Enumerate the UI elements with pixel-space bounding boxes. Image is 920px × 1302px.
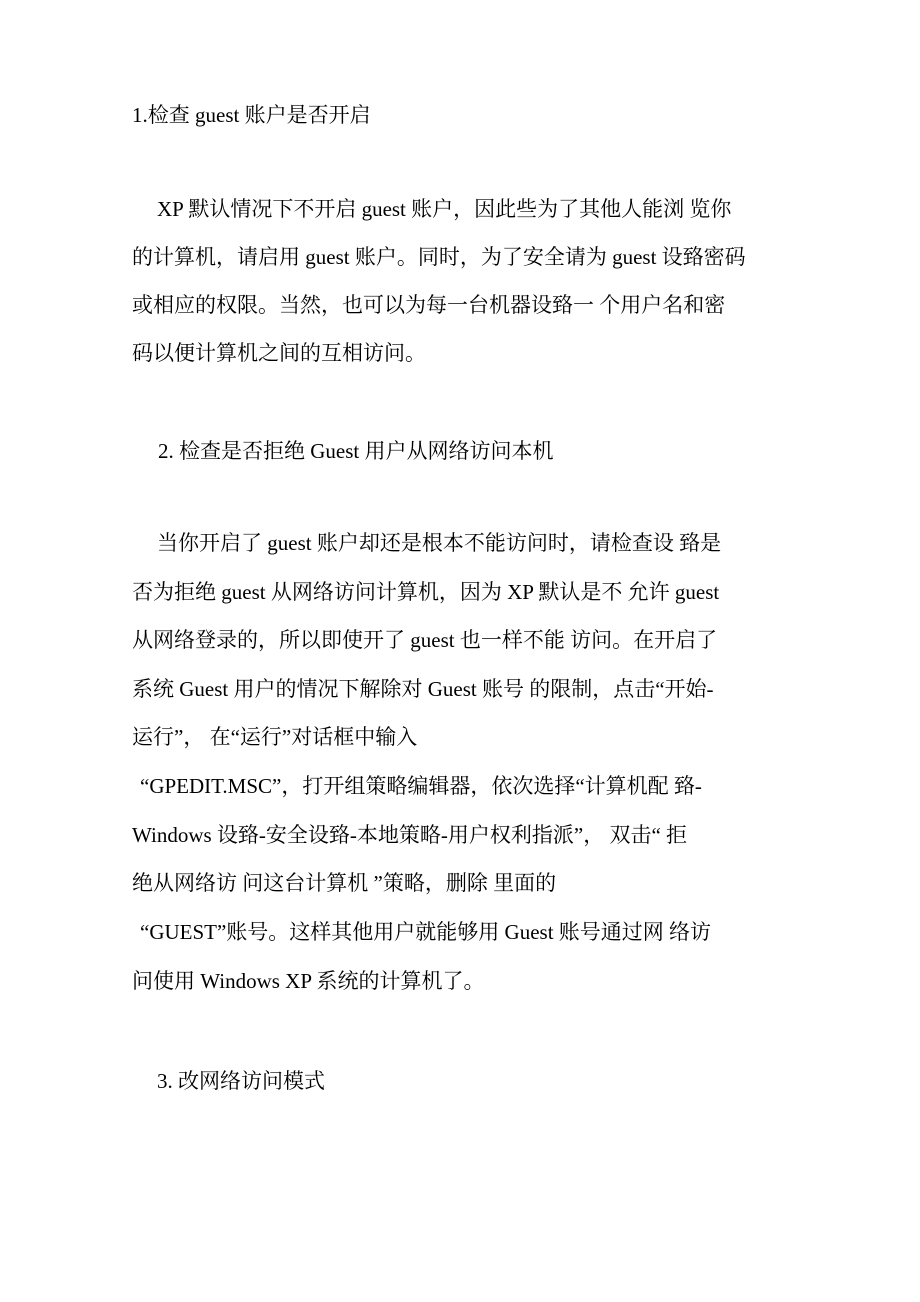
section-2-line-10: 问使用 Windows XP 系统的计算机了。 [132,969,485,993]
section-3-heading: 3. 改网络访问模式 [157,1069,325,1093]
section-2-line-8: 绝从网络访 问这台计算机 ”策略，删除 里面的 [132,871,557,895]
section-2-line-2: 否为拒绝 guest 从网络访问计算机，因为 XP 默认是不 允许 guest [132,580,720,604]
section-2-line-7: Windows 设臵-安全设臵-本地策略-用户权利指派”， 双击“ 拒 [132,823,688,847]
section-1-line-4: 码以便计算机之间的互相访问。 [132,341,426,365]
section-1-heading: 1.检查 guest 账户是否开启 [132,103,371,127]
section-1-line-1: XP 默认情况下不开启 guest 账户，因此些为了其他人能浏 览你 [157,197,732,221]
section-1-line-3: 或相应的权限。当然，也可以为每一台机器设臵一 个用户名和密 [132,293,726,317]
section-2-line-4: 系统 Guest 用户的情况下解除对 Guest 账号 的限制，点击“开始- [132,677,714,701]
section-2-line-6: “GPEDIT.MSC”，打开组策略编辑器，依次选择“计算机配 臵- [140,774,702,798]
section-2-line-9: “GUEST”账号。这样其他用户就能够用 Guest 账号通过网 络访 [140,920,712,944]
section-2-heading: 2. 检查是否拒绝 Guest 用户从网络访问本机 [158,439,554,463]
section-1-line-2: 的计算机，请启用 guest 账户。同时，为了安全请为 guest 设臵密码 [132,245,746,269]
section-2-line-5: 运行”， 在“运行”对话框中输入 [132,725,418,749]
section-2-line-3: 从网络登录的，所以即使开了 guest 也一样不能 访问。在开启了 [132,628,718,652]
section-2-line-1: 当你开启了 guest 账户却还是根本不能访问时，请检查设 臵是 [157,531,722,555]
